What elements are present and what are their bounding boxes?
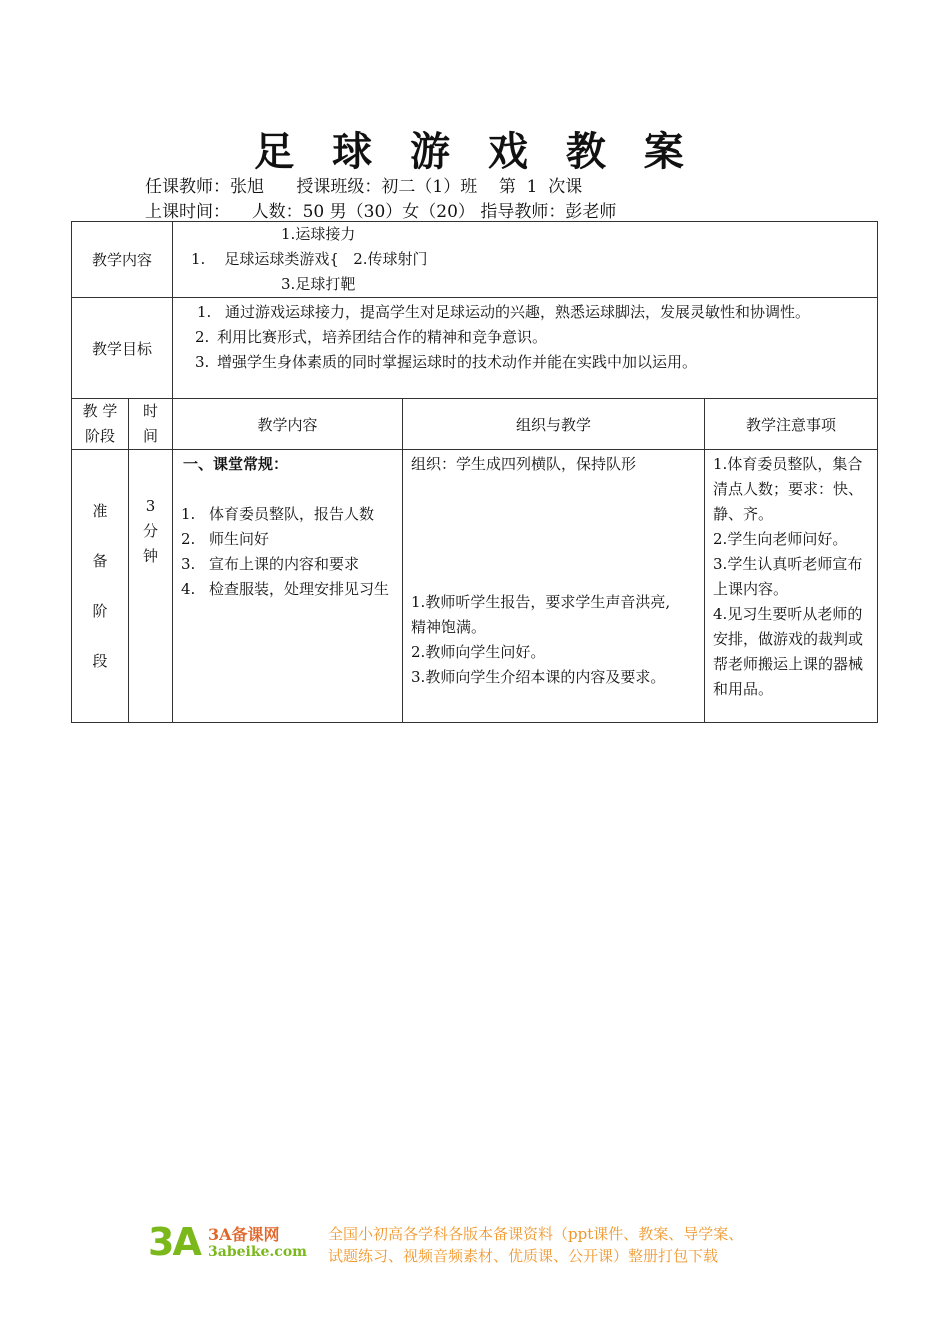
class-info: 上课时间： 人数：50 男（30）女（20） 指导教师：彭老师 — [145, 202, 617, 222]
routine-item: 1. 体育委员整队，报告人数 — [181, 505, 375, 523]
table-row-content — [72, 222, 878, 298]
routine-title: 一、课堂常规： — [183, 455, 289, 473]
org-item: 2.教师向学生问好。 — [411, 643, 546, 661]
routine-item: 3. 宣布上课的内容和要求 — [181, 555, 360, 573]
teaching-goals-cell — [173, 298, 878, 399]
note-item: 1.体育委员整队，集合清点人数；要求：快、静、齐。 — [713, 455, 864, 523]
goal-item: 3. 增强学生身体素质的同时掌握运球时的技术动作并能在实践中加以运用。 — [195, 353, 698, 371]
goal-item: 2. 利用比赛形式，培养团结合作的精神和竞争意识。 — [195, 328, 548, 346]
table-header-row — [72, 399, 878, 450]
header-organization: 组织与教学 — [403, 399, 705, 450]
note-item: 3.学生认真听老师宣布上课内容。 — [713, 555, 863, 598]
time-duration: 3 分 钟 — [129, 450, 173, 723]
organization-cell — [403, 450, 705, 723]
site-logo: 3A — [148, 1220, 200, 1264]
header-stage: 教 学 阶段 — [72, 399, 129, 450]
label-teaching-goals: 教学目标 — [72, 298, 173, 399]
org-item: 精神饱满。 — [411, 618, 487, 636]
content-item-target: 3.足球打靶 — [281, 275, 356, 293]
site-name: 3A备课网 — [208, 1225, 280, 1244]
content-routine-cell — [173, 450, 403, 723]
content-item-game: 1. 足球运球类游戏{ 2.传球射门 — [191, 250, 428, 268]
teacher-info: 任课教师：张旭 授课班级：初二（1）班 第 1 次课 — [145, 177, 583, 197]
org-item: 3.教师向学生介绍本课的内容及要求。 — [411, 668, 666, 686]
goal-item: 1. 通过游戏运球接力，提高学生对足球运动的兴趣，熟悉运球脚法，发展灵敏性和协调性。 — [197, 303, 811, 321]
header-notes: 教学注意事项 — [705, 399, 878, 450]
site-url[interactable]: 3abeike.com — [208, 1244, 307, 1260]
footer-tagline-1: 全国小初高各学科各版本备课资料（ppt课件、教案、导学案、 — [328, 1225, 744, 1243]
routine-item: 2. 师生问好 — [181, 530, 270, 548]
notes-cell — [705, 450, 878, 723]
header-content: 教学内容 — [173, 399, 403, 450]
routine-item: 4. 检查服装，处理安排见习生 — [181, 580, 390, 598]
note-item: 2.学生向老师问好。 — [713, 530, 848, 548]
teaching-content-cell — [173, 222, 878, 298]
content-item-relay: 1.运球接力 — [281, 225, 356, 243]
footer-banner — [148, 1218, 848, 1268]
stage-preparation: 准 备 阶 段 — [72, 450, 129, 723]
footer-tagline-2: 试题练习、视频音频素材、优质课、公开课）整册打包下载 — [328, 1247, 719, 1265]
header-time: 时 间 — [129, 399, 173, 450]
label-teaching-content: 教学内容 — [72, 222, 173, 298]
org-item: 1.教师听学生报告，要求学生声音洪亮, — [411, 593, 671, 611]
table-row-preparation — [72, 450, 878, 723]
page-title: 足 球 游 戏 教 案 — [254, 128, 696, 175]
org-formation: 组织：学生成四列横队，保持队形 — [411, 455, 637, 473]
note-item: 4.见习生要听从老师的安排，做游戏的裁判或帮老师搬运上课的器械和用品。 — [713, 605, 864, 698]
table-row-goals — [72, 298, 878, 399]
lesson-plan-table — [71, 221, 878, 723]
